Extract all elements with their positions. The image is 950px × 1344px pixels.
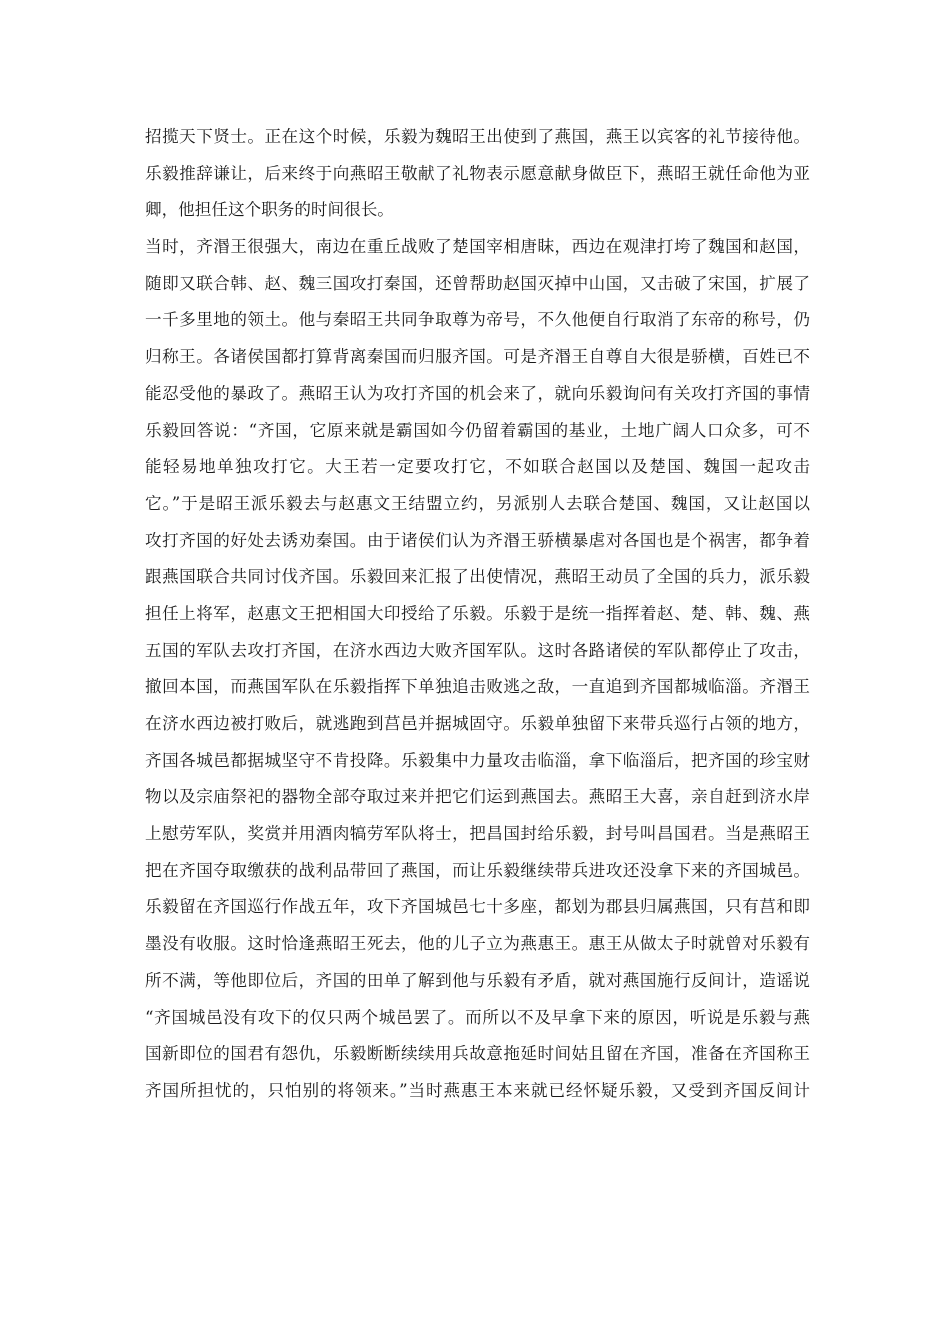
text-line: 物以及宗庙祭祀的器物全部夺取过来并把它们运到燕国去。燕昭王大喜，亲自赶到济水岸 bbox=[145, 787, 810, 807]
text-line: 在济水西边被打败后，就逃跑到莒邑并据城固守。乐毅单独留下来带兵巡行占领的地方， bbox=[145, 714, 810, 733]
text-line: 攻打齐国的好处去诱劝秦国。由于诸侯们认为齐湣王骄横暴虐对各国也是个祸害，都争着 bbox=[145, 530, 810, 550]
text-line: “齐国城邑没有攻下的仅只两个城邑罢了。而所以不及早拿下来的原因，听说是乐毅与燕 bbox=[145, 1007, 810, 1027]
text-line: 当时，齐湣王很强大，南边在重丘战败了楚国宰相唐眜，西边在观津打垮了魏国和赵国， bbox=[145, 237, 810, 257]
text-line: 它。”于是昭王派乐毅去与赵惠文王结盟立约，另派别人去联合楚国、魏国，又让赵国以 bbox=[145, 493, 810, 513]
text-line: 五国的军队去攻打齐国，在济水西边大败齐国军队。这时各路诸侯的军队都停止了攻击， bbox=[145, 640, 810, 660]
text-line: 跟燕国联合共同讨伐齐国。乐毅回来汇报了出使情况，燕昭王动员了全国的兵力，派乐毅 bbox=[145, 567, 810, 587]
text-line: 能忍受他的暴政了。燕昭王认为攻打齐国的机会来了，就向乐毅询问有关攻打齐国的事情 bbox=[145, 383, 810, 403]
text-line: 齐国所担忧的，只怕别的将领来。”当时燕惠王本来就已经怀疑乐毅，又受到齐国反间计 bbox=[145, 1080, 810, 1100]
text-line: 上慰劳军队，奖赏并用酒肉犒劳军队将士，把昌国封给乐毅，封号叫昌国君。当是燕昭王 bbox=[145, 824, 810, 844]
text-line: 墨没有收服。这时恰逢燕昭王死去，他的儿子立为燕惠王。惠王从做太子时就曾对乐毅有 bbox=[145, 934, 810, 954]
text-line: 齐国各城邑都据城坚守不肯投降。乐毅集中力量攻击临淄，拿下临淄后，把齐国的珍宝财 bbox=[145, 750, 810, 770]
text-line: 乐毅推辞谦让，后来终于向燕昭王敬献了礼物表示愿意献身做臣下，燕昭王就任命他为亚 bbox=[145, 163, 810, 183]
text-line: 撤回本国，而燕国军队在乐毅指挥下单独追击败逃之敌，一直追到齐国都城临淄。齐湣王 bbox=[145, 677, 810, 697]
text-line: 能轻易地单独攻打它。大王若一定要攻打它，不如联合赵国以及楚国、魏国一起攻击 bbox=[145, 457, 810, 477]
text-line: 一千多里地的领土。他与秦昭王共同争取尊为帝号，不久他便自行取消了东帝的称号，仍 bbox=[145, 310, 810, 330]
body-text bbox=[145, 119, 810, 1110]
text-line: 把在齐国夺取缴获的战利品带回了燕国，而让乐毅继续带兵进攻还没拿下来的齐国城邑。 bbox=[145, 860, 810, 880]
text-line: 卿，他担任这个职务的时间很长。 bbox=[145, 200, 394, 220]
text-line: 乐毅回答说：“齐国，它原来就是霸国如今仍留着霸国的基业，土地广阔人口众多，可不 bbox=[145, 420, 810, 440]
text-line: 乐毅留在齐国巡行作战五年，攻下齐国城邑七十多座，都划为郡县归属燕国，只有莒和即 bbox=[145, 897, 810, 917]
text-line: 担任上将军，赵惠文王把相国大印授给了乐毅。乐毅于是统一指挥着赵、楚、韩、魏、燕 bbox=[145, 603, 810, 623]
text-line: 随即又联合韩、赵、魏三国攻打秦国，还曾帮助赵国灭掉中山国，又击破了宋国，扩展了 bbox=[145, 273, 810, 293]
text-line: 国新即位的国君有怨仇，乐毅断断续续用兵故意拖延时间姑且留在齐国，准备在齐国称王 bbox=[145, 1044, 810, 1064]
text-line: 招揽天下贤士。正在这个时候，乐毅为魏昭王出使到了燕国，燕王以宾客的礼节接待他。 bbox=[145, 127, 810, 146]
text-line: 归称王。各诸侯国都打算背离秦国而归服齐国。可是齐湣王自尊自大很是骄横，百姓已不 bbox=[145, 347, 810, 367]
text-line: 所不满，等他即位后，齐国的田单了解到他与乐毅有矛盾，就对燕国施行反间计，造谣说 bbox=[145, 970, 810, 990]
